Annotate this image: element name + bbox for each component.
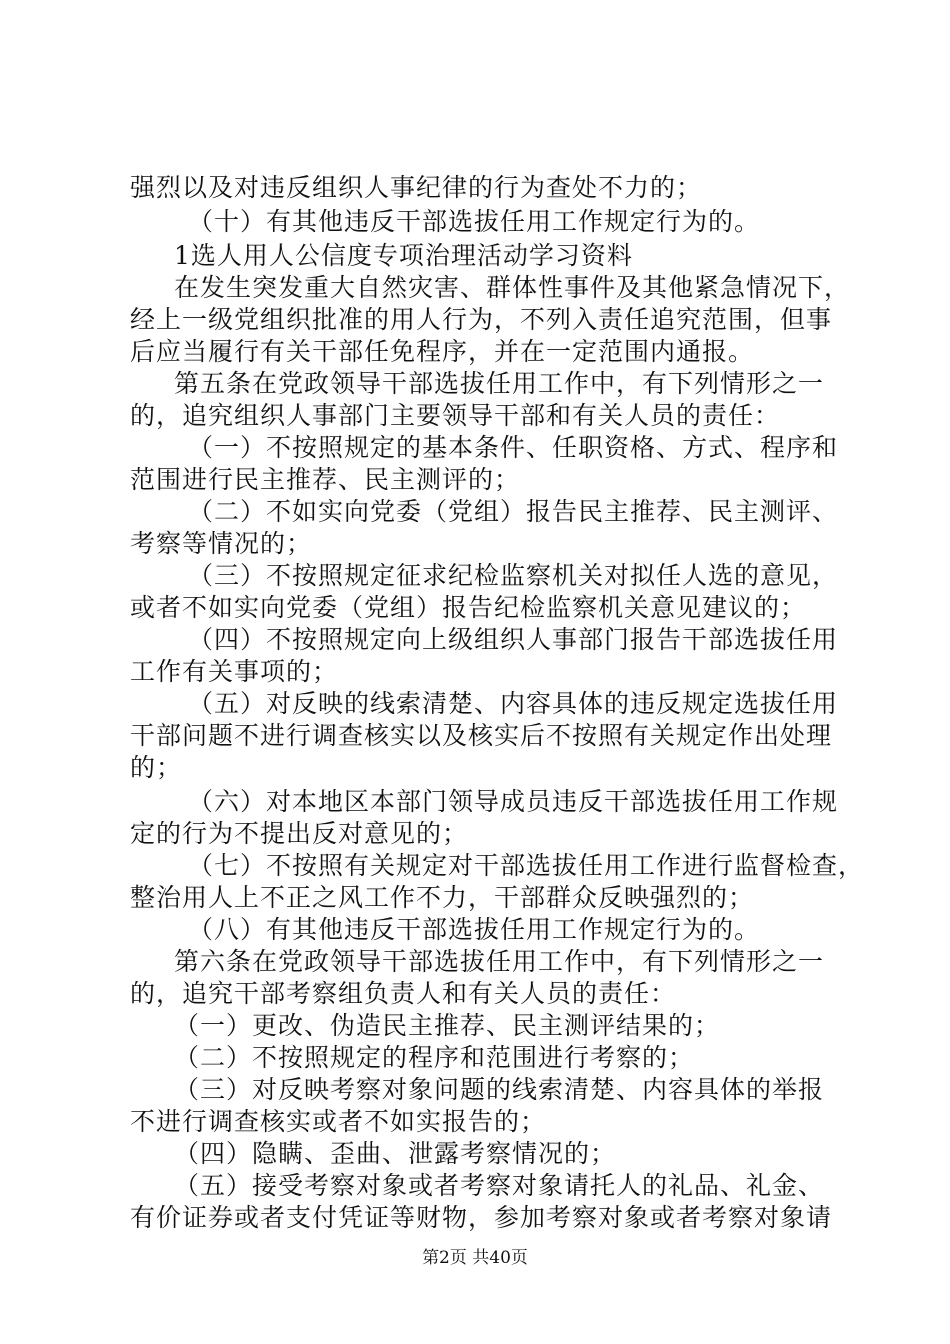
text-line: （八）有其他违反干部选拔任用工作规定行为的。 [188,915,761,944]
text-line: 考察等情况的； [130,529,313,558]
text-line: （三）不按照规定征求纪检监察机关对拟任人选的意见， [188,561,839,590]
text-line: 的，追究干部考察组负责人和有关人员的责任： [130,979,677,1008]
text-line: 强烈以及对违反组织人事纪律的行为查处不力的； [130,173,703,202]
text-line: （四）隐瞒、歪曲、泄露考察情况的； [174,1139,617,1168]
text-line: （五）接受考察对象或者考察对象请托人的礼品、礼金、 [174,1171,825,1200]
text-line: 1选人用人公信度专项治理活动学习资料 [174,241,633,270]
text-line: （二）不按照规定的程序和范围进行考察的； [174,1043,695,1072]
page-number-footer: 第2页 共40页 [422,1248,528,1268]
text-line: （三）对反映考察对象问题的线索清楚、内容具体的举报 [174,1075,825,1104]
text-line: 范围进行民主推荐、民主测评的； [130,465,521,494]
text-line: 的； [130,753,183,782]
text-line: （一）更改、伪造民主推荐、民主测评结果的； [174,1011,721,1040]
text-line: 经上一级党组织批准的用人行为，不列入责任追究范围，但事 [130,305,833,334]
text-line: （一）不按照规定的基本条件、任职资格、方式、程序和 [188,433,839,462]
text-line: （七）不按照有关规定对干部选拔任用工作进行监督检查， [188,851,865,880]
text-line: （二）不如实向党委（党组）报告民主推荐、民主测评、 [188,497,839,526]
text-line: 工作有关事项的； [130,657,339,686]
text-line: （五）对反映的线索清楚、内容具体的违反规定选拔任用 [188,689,839,718]
text-line: （十）有其他违反干部选拔任用工作规定行为的。 [188,207,761,236]
text-line: 不进行调查核实或者不如实报告的； [130,1107,547,1136]
text-line: 第六条在党政领导干部选拔任用工作中，有下列情形之一 [174,947,825,976]
text-line: 后应当履行有关干部任免程序，并在一定范围内通报。 [130,337,755,366]
text-line: 定的行为不提出反对意见的； [130,819,469,848]
text-line: 整治用人上不正之风工作不力，干部群众反映强烈的； [130,883,755,912]
text-line: 第五条在党政领导干部选拔任用工作中，有下列情形之一 [174,369,825,398]
text-line: 的，追究组织人事部门主要领导干部和有关人员的责任： [130,401,781,430]
text-line: 在发生突发重大自然灾害、群体性事件及其他紧急情况下， [174,273,851,302]
text-line: 有价证券或者支付凭证等财物，参加考察对象或者考察对象请 [130,1203,833,1232]
text-line: 或者不如实向党委（党组）报告纪检监察机关意见建议的； [130,593,807,622]
text-line: 干部问题不进行调查核实以及核实后不按照有关规定作出处理 [130,721,833,750]
text-line: （六）对本地区本部门领导成员违反干部选拔任用工作规 [188,787,839,816]
text-line: （四）不按照规定向上级组织人事部门报告干部选拔任用 [188,625,839,654]
